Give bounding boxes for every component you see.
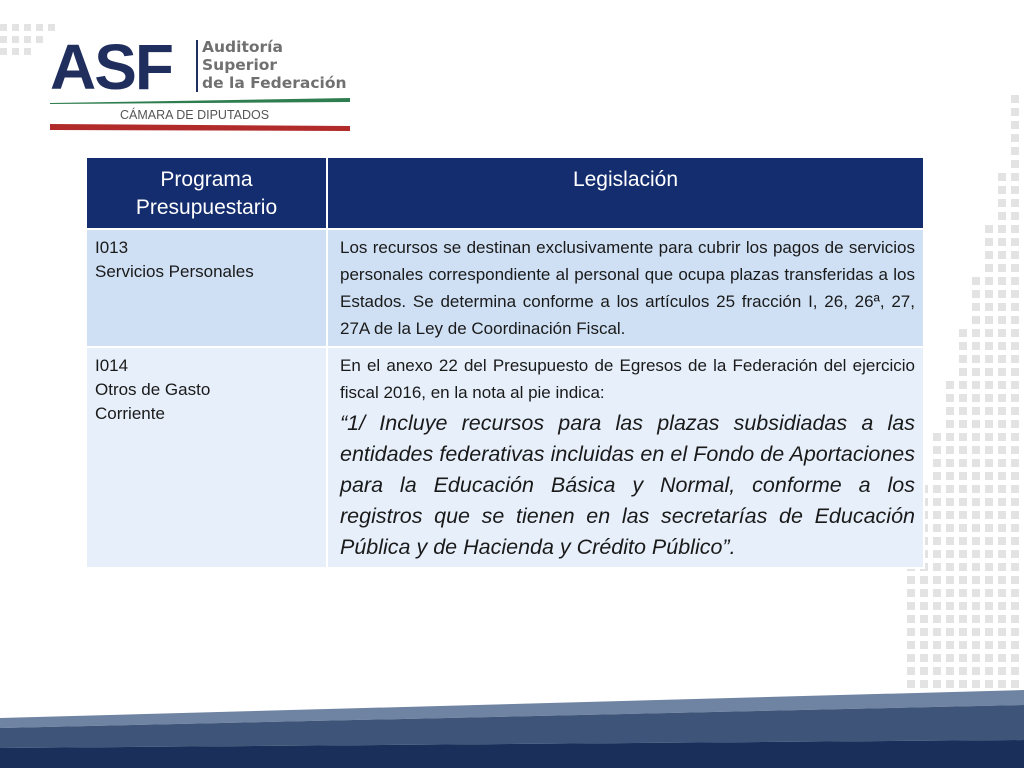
decorative-dot <box>998 459 1006 467</box>
decorative-dot <box>985 329 993 337</box>
decorative-dot <box>998 342 1006 350</box>
decorative-dot <box>946 472 954 480</box>
decorative-dot <box>998 446 1006 454</box>
decorative-dot <box>985 420 993 428</box>
decorative-dot <box>946 563 954 571</box>
decorative-dot <box>985 459 993 467</box>
decorative-dot <box>972 524 980 532</box>
decorative-dot <box>998 667 1006 675</box>
decorative-dot <box>1011 485 1019 493</box>
decorative-dot <box>985 472 993 480</box>
decorative-dot <box>933 537 941 545</box>
decorative-dot <box>946 615 954 623</box>
decorative-dot <box>1011 680 1019 688</box>
decorative-dot <box>959 446 967 454</box>
decorative-dot <box>946 407 954 415</box>
decorative-dot <box>1011 615 1019 623</box>
decorative-dot <box>1011 134 1019 142</box>
decorative-dot <box>985 381 993 389</box>
decorative-dot <box>1011 498 1019 506</box>
decorative-dot <box>998 238 1006 246</box>
decorative-dot <box>1011 459 1019 467</box>
decorative-dot <box>998 537 1006 545</box>
table-row <box>86 347 924 568</box>
decorative-dot <box>972 420 980 428</box>
logo-divider <box>196 40 198 92</box>
decorative-dot <box>959 394 967 402</box>
decorative-dot <box>985 407 993 415</box>
decorative-dot <box>946 420 954 428</box>
decorative-dot <box>972 303 980 311</box>
decorative-dot <box>959 459 967 467</box>
decorative-dot <box>933 550 941 558</box>
decorative-dot <box>985 511 993 519</box>
logo-name-line3: de la Federación <box>202 74 347 92</box>
decorative-dot <box>946 459 954 467</box>
program-name: Servicios Personales <box>95 262 254 281</box>
decorative-dot <box>907 615 915 623</box>
decorative-dot <box>920 667 928 675</box>
decorative-dot <box>972 654 980 662</box>
decorative-dot <box>972 459 980 467</box>
decorative-dot <box>998 524 1006 532</box>
decorative-dot <box>985 498 993 506</box>
header-programa: Programa Presupuestario <box>86 157 327 229</box>
decorative-dot <box>998 680 1006 688</box>
decorative-dot <box>998 225 1006 233</box>
decorative-dot <box>972 511 980 519</box>
decorative-dot <box>933 654 941 662</box>
decorative-dot <box>1011 147 1019 155</box>
decorative-dot <box>946 381 954 389</box>
decorative-dot <box>985 667 993 675</box>
decorative-dot <box>1011 290 1019 298</box>
decorative-dot <box>959 329 967 337</box>
decorative-dot <box>972 563 980 571</box>
decorative-dot <box>907 667 915 675</box>
decorative-dot <box>998 355 1006 363</box>
decorative-dot <box>998 472 1006 480</box>
decorative-dot <box>946 654 954 662</box>
decorative-dot <box>998 186 1006 194</box>
decorative-dot <box>985 680 993 688</box>
decorative-dot <box>985 589 993 597</box>
decorative-dot <box>1011 121 1019 129</box>
decorative-dot <box>985 615 993 623</box>
decorative-dot <box>946 602 954 610</box>
decorative-dot <box>985 368 993 376</box>
decorative-dot <box>946 511 954 519</box>
decorative-dot <box>972 589 980 597</box>
decorative-dot <box>1011 537 1019 545</box>
decorative-dot <box>1011 641 1019 649</box>
decorative-dot <box>998 589 1006 597</box>
program-cell <box>86 347 327 568</box>
decorative-dot <box>1011 628 1019 636</box>
decorative-dot <box>998 368 1006 376</box>
decorative-dot <box>985 654 993 662</box>
decorative-dot <box>907 576 915 584</box>
decorative-dot <box>1011 212 1019 220</box>
decorative-dot <box>1011 303 1019 311</box>
decorative-dot <box>933 472 941 480</box>
decorative-dot <box>920 641 928 649</box>
decorative-dot <box>959 615 967 623</box>
decorative-dot <box>959 511 967 519</box>
decorative-dot <box>1011 95 1019 103</box>
decorative-dot <box>972 550 980 558</box>
decorative-dot <box>946 589 954 597</box>
decorative-dot <box>1011 238 1019 246</box>
decorative-dot <box>1011 199 1019 207</box>
decorative-dot <box>972 329 980 337</box>
decorative-dot <box>933 498 941 506</box>
legislation-quote: “1/ Incluye recursos para las plazas subsidiadas a las entidades federativas incluidas en el Fondo de Aportaciones para la Educación Básica y Normal, conforme a los registros que se tienen en las secretarías de Educación Pública y de Hacienda y Crédito Público”. <box>340 411 915 559</box>
asf-logo <box>50 31 355 136</box>
decorative-dot <box>972 277 980 285</box>
decorative-dot <box>1011 173 1019 181</box>
decorative-dot <box>959 381 967 389</box>
decorative-dot <box>998 641 1006 649</box>
decorative-dot <box>998 433 1006 441</box>
decorative-dot <box>946 498 954 506</box>
decorative-dot <box>933 446 941 454</box>
decorative-dot <box>998 498 1006 506</box>
decorative-dot <box>998 264 1006 272</box>
decorative-dot <box>972 615 980 623</box>
decorative-dot <box>959 654 967 662</box>
decorative-dot <box>959 537 967 545</box>
decorative-dot <box>985 485 993 493</box>
decorative-dot <box>1011 433 1019 441</box>
decorative-dot <box>1011 602 1019 610</box>
decorative-dot <box>1011 511 1019 519</box>
decorative-dot <box>1011 277 1019 285</box>
logo-name <box>202 38 347 92</box>
decorative-dot <box>907 654 915 662</box>
program-cell <box>86 229 327 347</box>
decorative-dot <box>972 472 980 480</box>
decorative-dot <box>1011 329 1019 337</box>
decorative-dot <box>907 628 915 636</box>
logo-name-line2: Superior <box>202 56 278 74</box>
decorative-dot <box>985 628 993 636</box>
decorative-dot <box>985 433 993 441</box>
decorative-dot <box>1011 654 1019 662</box>
decorative-dot <box>933 667 941 675</box>
decorative-dot <box>1011 420 1019 428</box>
decorative-dot <box>998 381 1006 389</box>
decorative-dot <box>972 433 980 441</box>
decorative-dot <box>998 550 1006 558</box>
program-code: I014 <box>95 356 129 375</box>
decorative-dot <box>972 316 980 324</box>
program-name: Otros de Gasto Corriente <box>95 380 211 423</box>
decorative-dot <box>972 407 980 415</box>
decorative-dot <box>933 563 941 571</box>
decorative-dot <box>972 680 980 688</box>
decorative-dot <box>998 316 1006 324</box>
decorative-dot <box>959 420 967 428</box>
decorative-dot <box>985 446 993 454</box>
decorative-dot <box>920 654 928 662</box>
table-row <box>86 229 924 347</box>
decorative-dot <box>946 667 954 675</box>
decorative-dot <box>907 641 915 649</box>
decorative-dot <box>959 472 967 480</box>
table-header-row <box>86 157 924 229</box>
decorative-dot <box>972 498 980 506</box>
decorative-dot <box>946 628 954 636</box>
decorative-dot <box>972 381 980 389</box>
decorative-dot <box>1011 576 1019 584</box>
decorative-dot <box>1011 589 1019 597</box>
legislation-text: En el anexo 22 del Presupuesto de Egresos de la Federación del ejercicio fiscal 2016, en la nota al pie indica: <box>340 356 915 402</box>
decorative-dot <box>985 550 993 558</box>
decorative-dot <box>933 641 941 649</box>
decorative-dot <box>998 394 1006 402</box>
decorative-dot <box>1011 407 1019 415</box>
decorative-dot <box>946 680 954 688</box>
decorative-dot <box>933 589 941 597</box>
decorative-dot <box>985 303 993 311</box>
decorative-dot <box>972 641 980 649</box>
decorative-dot <box>1011 355 1019 363</box>
decorative-dot <box>920 628 928 636</box>
decorative-dot <box>959 524 967 532</box>
decorative-dot <box>920 680 928 688</box>
decorative-dot <box>959 498 967 506</box>
decorative-dot <box>998 654 1006 662</box>
logo-name-line1: Auditoría <box>202 38 283 56</box>
decorative-dot <box>1011 446 1019 454</box>
decorative-dot <box>998 511 1006 519</box>
decorative-dot <box>998 563 1006 571</box>
decorative-dot <box>959 407 967 415</box>
decorative-dot <box>946 485 954 493</box>
decorative-dot <box>985 355 993 363</box>
decorative-dot <box>959 602 967 610</box>
decorative-dot <box>998 329 1006 337</box>
decorative-dot <box>985 316 993 324</box>
decorative-dot <box>946 576 954 584</box>
decorative-dot <box>1011 316 1019 324</box>
legislation-cell <box>327 229 924 347</box>
decorative-dot <box>998 576 1006 584</box>
decorative-dot <box>959 342 967 350</box>
decorative-dot <box>972 290 980 298</box>
decorative-dot <box>985 641 993 649</box>
decorative-dot <box>933 680 941 688</box>
decorative-dot <box>972 602 980 610</box>
decorative-dot <box>972 628 980 636</box>
decorative-dot <box>985 537 993 545</box>
decorative-dot <box>972 355 980 363</box>
decorative-dot <box>959 589 967 597</box>
decorative-dot <box>1011 524 1019 532</box>
decorative-dot <box>985 524 993 532</box>
decorative-dot <box>933 524 941 532</box>
legislation-cell <box>327 347 924 568</box>
decorative-dot <box>933 485 941 493</box>
decorative-dot <box>972 446 980 454</box>
decorative-dot <box>959 355 967 363</box>
decorative-dot <box>1011 472 1019 480</box>
decorative-dot <box>1011 667 1019 675</box>
decorative-dot <box>985 277 993 285</box>
decorative-dot <box>985 342 993 350</box>
decorative-dot <box>972 342 980 350</box>
decorative-dot <box>959 368 967 376</box>
decorative-dot <box>946 537 954 545</box>
decorative-dot <box>985 563 993 571</box>
decorative-dot <box>998 173 1006 181</box>
decorative-dot <box>985 602 993 610</box>
decorative-dot <box>959 485 967 493</box>
decorative-dot <box>985 290 993 298</box>
decorative-dot <box>907 602 915 610</box>
decorative-dot <box>972 394 980 402</box>
header-legislacion: Legislación <box>327 157 924 229</box>
decorative-dot <box>998 485 1006 493</box>
decorative-dot <box>1011 264 1019 272</box>
decorative-dot <box>985 394 993 402</box>
decorative-dot <box>946 550 954 558</box>
decorative-dot <box>998 303 1006 311</box>
decorative-dot <box>1011 394 1019 402</box>
decorative-dot <box>907 680 915 688</box>
decorative-dot <box>933 433 941 441</box>
decorative-dot <box>998 420 1006 428</box>
decorative-dot <box>985 251 993 259</box>
decorative-dot <box>1011 108 1019 116</box>
decorative-dot <box>959 576 967 584</box>
decorative-dot <box>998 199 1006 207</box>
decorative-dot <box>985 264 993 272</box>
decorative-dot <box>972 576 980 584</box>
decorative-dot <box>972 537 980 545</box>
logo-acronym: ASF <box>50 31 172 103</box>
decorative-dot <box>933 576 941 584</box>
decorative-dot <box>972 368 980 376</box>
decorative-dot <box>959 563 967 571</box>
legislation-text: Los recursos se destinan exclusivamente para cubrir los pagos de servicios personales correspondiente al personal que ocupa plazas transferidas a los Estados. Se determina conforme a los artículos 25 fracción I, 26, 26ª, 27, 27A de la Ley de Coordinación Fiscal. <box>340 238 915 338</box>
decorative-dot <box>1011 186 1019 194</box>
decorative-dot <box>946 394 954 402</box>
decorative-dot <box>920 576 928 584</box>
program-code: I013 <box>95 238 129 257</box>
decorative-dot <box>959 667 967 675</box>
decorative-dot <box>959 680 967 688</box>
decorative-dot <box>972 485 980 493</box>
decorative-dot <box>1011 550 1019 558</box>
decorative-dot <box>920 615 928 623</box>
decorative-dot <box>998 628 1006 636</box>
decorative-dot <box>998 602 1006 610</box>
decorative-dot <box>920 589 928 597</box>
decorative-dot <box>920 602 928 610</box>
decorative-dot <box>933 628 941 636</box>
decorative-dot <box>1011 381 1019 389</box>
decorative-dot <box>946 433 954 441</box>
decorative-dot <box>998 251 1006 259</box>
decorative-dot <box>998 212 1006 220</box>
decorative-dot <box>998 407 1006 415</box>
decorative-dot <box>985 225 993 233</box>
logo-red-stripe <box>50 124 350 134</box>
decorative-dot <box>959 641 967 649</box>
decorative-dot <box>998 615 1006 623</box>
decorative-dot <box>1011 225 1019 233</box>
decorative-dot <box>907 589 915 597</box>
decorative-dot <box>959 550 967 558</box>
decorative-dot <box>972 667 980 675</box>
decorative-dot <box>933 511 941 519</box>
decorative-dot <box>1011 368 1019 376</box>
decorative-dot <box>985 576 993 584</box>
decorative-dot <box>946 641 954 649</box>
decorative-dot <box>1011 342 1019 350</box>
decorative-dot <box>946 524 954 532</box>
decorative-dot <box>959 433 967 441</box>
decorative-dot <box>959 628 967 636</box>
decorative-dot <box>1011 563 1019 571</box>
decorative-dot <box>1011 251 1019 259</box>
decorative-dot <box>1011 160 1019 168</box>
decorative-dot <box>933 615 941 623</box>
decorative-dot <box>998 290 1006 298</box>
logo-subtitle: CÁMARA DE DIPUTADOS <box>120 108 270 122</box>
decorative-dot <box>946 446 954 454</box>
logo-green-stripe <box>50 96 350 104</box>
decorative-dot <box>933 459 941 467</box>
decorative-dot <box>985 238 993 246</box>
decorative-dot <box>933 602 941 610</box>
budget-program-table <box>85 156 925 569</box>
decorative-dot <box>998 277 1006 285</box>
